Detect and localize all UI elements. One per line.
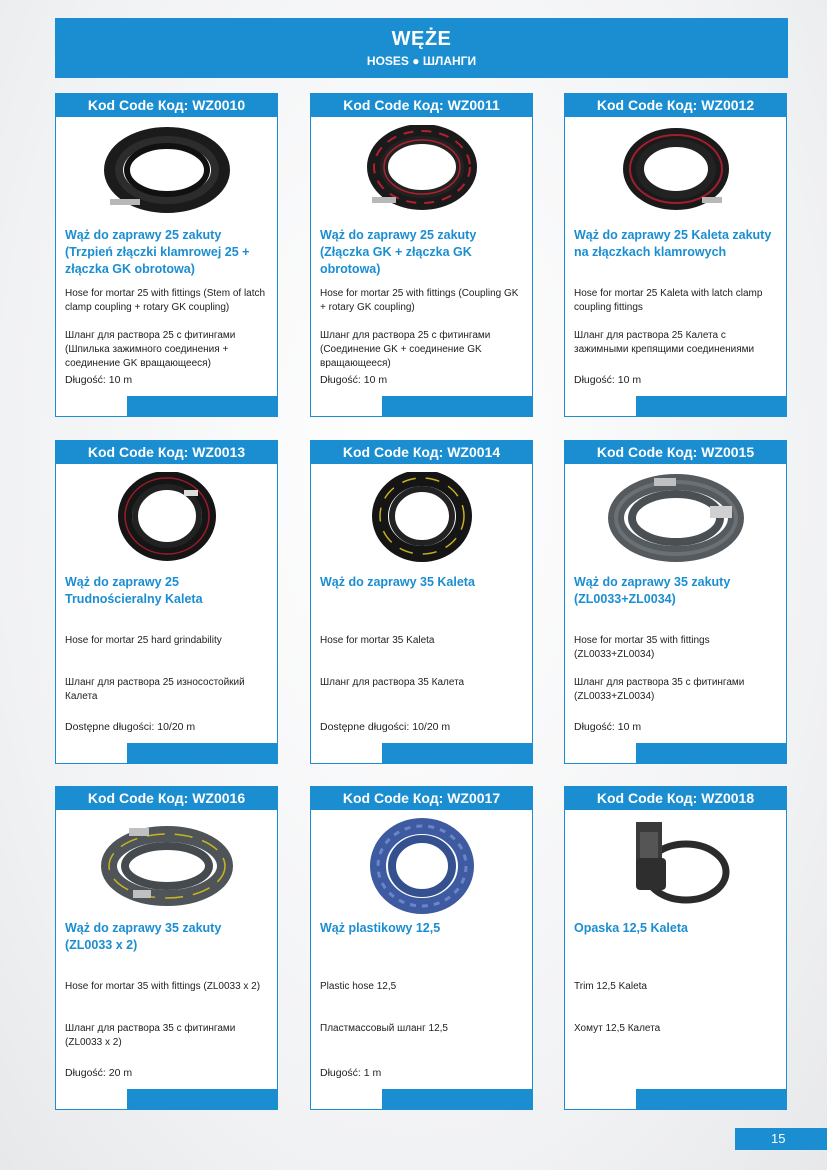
product-card[interactable]: [55, 440, 278, 764]
product-description-en: Hose for mortar 25 Kaleta with latch clamp coupling fittings: [574, 288, 763, 313]
card-footer-bar: [382, 1089, 532, 1109]
product-name: Wąż do zaprawy 35 zakuty (ZL0033 x 2): [65, 921, 222, 952]
product-description-en: Plastic hose 12,5: [320, 981, 397, 992]
product-description-ru: Пластмассовый шланг 12,5: [320, 1023, 448, 1034]
product-description-en: Hose for mortar 35 with fittings (ZL0033+ZL0034): [574, 635, 710, 660]
red-stripe-hose-icon: [565, 117, 786, 227]
product-length: Długość: 10 m: [65, 374, 133, 386]
product-name: Wąż do zaprawy 35 Kaleta: [320, 575, 475, 589]
card-footer-bar: [636, 743, 786, 763]
product-length: Długość: 20 m: [65, 1067, 133, 1079]
product-description-ru: Шланг для раствора 25 с фитингами (Соединение GK + соединение GK вращающееся): [320, 330, 491, 369]
product-length: Długość: 10 m: [320, 374, 388, 386]
product-description-ru: Шланг для раствора 35 с фитингами (ZL0033+ZL0034): [574, 677, 745, 702]
card-footer-bar: [127, 743, 277, 763]
product-code: Kod Code Код: WZ0011: [311, 94, 532, 117]
product-code: Kod Code Код: WZ0012: [565, 94, 786, 117]
product-length: Długość: 10 m: [574, 374, 642, 386]
card-footer-bar: [127, 1089, 277, 1109]
red-stripe-hose-icon: [56, 464, 277, 574]
product-length: Długość: 1 m: [320, 1067, 382, 1079]
product-description-ru: Шланг для раствора 35 Калета: [320, 677, 465, 688]
product-description-ru: Шланг для раствора 35 с фитингами (ZL0033 x 2): [65, 1023, 236, 1048]
blue-hose-icon: [311, 810, 532, 920]
card-footer-bar: [636, 396, 786, 416]
page-title: WĘŻE: [391, 28, 452, 50]
product-description-ru: Шланг для раствора 25 износостойкий Калета: [65, 677, 245, 702]
product-code: Kod Code Код: WZ0010: [56, 94, 277, 117]
product-name: Wąż do zaprawy 25 Kaleta zakuty na złączkach klamrowych: [574, 228, 772, 259]
grey-hose-icon: [565, 464, 786, 574]
card-footer-bar: [127, 396, 277, 416]
product-name: Wąż do zaprawy 25 zakuty (Trzpień złączki klamrowej 25 + złączka GK obrotowa): [65, 228, 250, 276]
product-description-en: Hose for mortar 35 Kaleta: [320, 635, 435, 646]
card-footer-bar: [382, 743, 532, 763]
product-card[interactable]: [564, 786, 787, 1110]
product-description-ru: Шланг для раствора 25 с фитингами (Шпилька зажимного соединения + соединение GK вращающееся): [65, 330, 236, 369]
page-number: 15: [735, 1128, 827, 1150]
product-length: Długość: 10 m: [574, 721, 642, 733]
product-code: Kod Code Код: WZ0017: [311, 787, 532, 810]
product-name: Opaska 12,5 Kaleta: [574, 921, 688, 935]
page-header: [55, 18, 788, 78]
product-name: Wąż do zaprawy 25 zakuty (Złączka GK + złączka GK obrotowa): [320, 228, 477, 276]
product-code: Kod Code Код: WZ0016: [56, 787, 277, 810]
product-length: Dostępne długości: 10/20 m: [320, 721, 451, 733]
card-footer-bar: [636, 1089, 786, 1109]
product-name: Wąż do zaprawy 35 zakuty (ZL0033+ZL0034): [574, 575, 731, 606]
red-stripe-hose-icon: [311, 117, 532, 227]
product-name: Wąż do zaprawy 25 Trudnościeralny Kaleta: [65, 575, 203, 606]
product-card[interactable]: [310, 93, 533, 417]
grey-hose-icon: [56, 810, 277, 920]
product-description-en: Hose for mortar 25 with fittings (Coupling GK + rotary GK coupling): [320, 288, 519, 313]
page-subtitle: HOSES ● ШЛАНГИ: [366, 54, 477, 68]
product-code: Kod Code Код: WZ0014: [311, 441, 532, 464]
product-code: Kod Code Код: WZ0013: [56, 441, 277, 464]
black-hose-icon: [56, 117, 277, 227]
card-footer-bar: [382, 396, 532, 416]
product-card[interactable]: [564, 440, 787, 764]
product-card[interactable]: [55, 786, 278, 1110]
product-description-ru: Шланг для раствора 25 Калета с зажимными крепящими соединениями: [574, 330, 755, 355]
product-description-en: Hose for mortar 25 with fittings (Stem of latch clamp coupling + rotary GK coupling): [65, 288, 266, 313]
product-code: Kod Code Код: WZ0015: [565, 441, 786, 464]
product-name: Wąż plastikowy 12,5: [320, 921, 441, 935]
product-card[interactable]: [310, 786, 533, 1110]
product-card[interactable]: [564, 93, 787, 417]
product-card[interactable]: [55, 93, 278, 417]
product-code: Kod Code Код: WZ0018: [565, 787, 786, 810]
yellow-stripe-hose-icon: [311, 464, 532, 574]
product-description-ru: Хомут 12,5 Калета: [574, 1023, 661, 1034]
product-description-en: Hose for mortar 35 with fittings (ZL0033 x 2): [65, 981, 261, 992]
product-description-en: Hose for mortar 25 hard grindability: [65, 635, 222, 646]
product-length: Dostępne długości: 10/20 m: [65, 721, 196, 733]
product-card[interactable]: [310, 440, 533, 764]
product-description-en: Trim 12,5 Kaleta: [574, 981, 647, 992]
clamp-icon: [565, 810, 786, 920]
